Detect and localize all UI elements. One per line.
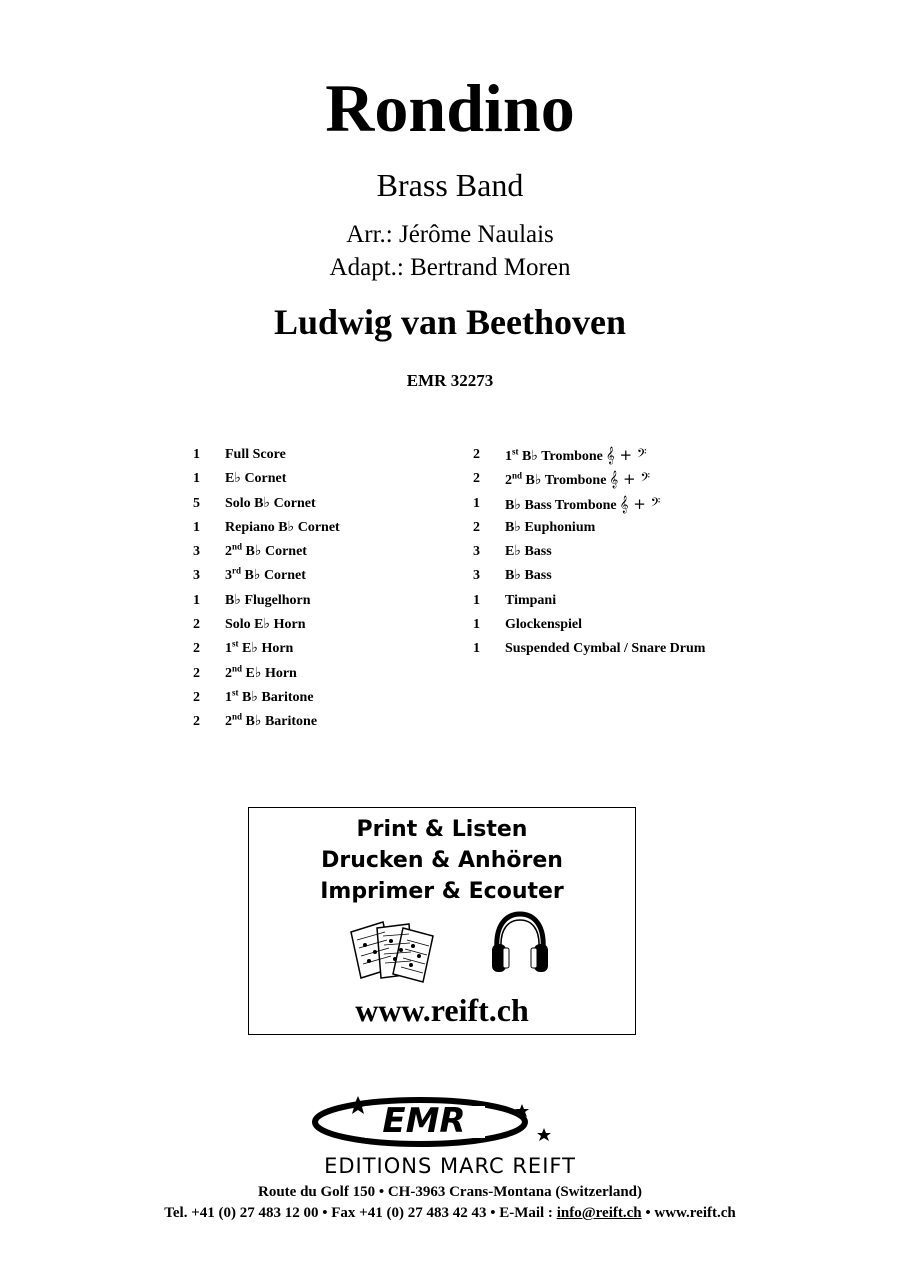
treble-bass-clef-icon: 𝄞 + 𝄢 xyxy=(619,494,661,513)
part-row xyxy=(193,616,453,640)
part-ordinal-suffix: st xyxy=(512,446,519,457)
part-quantity: 1 xyxy=(193,592,200,608)
part-label: E♭ Horn xyxy=(238,641,294,657)
part-quantity: 1 xyxy=(473,641,480,657)
part-row xyxy=(193,446,453,470)
part-name xyxy=(225,446,286,464)
part-quantity: 1 xyxy=(473,495,480,511)
publisher-name: EDITIONS MARC REIFT xyxy=(324,1154,576,1178)
emr-logo xyxy=(300,1092,560,1148)
part-name xyxy=(225,689,314,707)
part-label: B♭ Bass xyxy=(505,568,552,584)
part-ordinal-suffix: nd xyxy=(232,663,243,674)
part-name xyxy=(225,616,306,634)
part-name xyxy=(505,640,705,658)
part-row xyxy=(193,567,453,591)
part-quantity: 1 xyxy=(193,519,200,535)
part-quantity: 5 xyxy=(193,495,200,511)
part-label: Solo E♭ Horn xyxy=(225,617,306,633)
part-quantity: 3 xyxy=(473,544,480,560)
contact-website: • www.reift.ch xyxy=(641,1205,736,1221)
ensemble-subtitle: Brass Band xyxy=(376,167,524,203)
part-label: E♭ Cornet xyxy=(225,471,287,487)
part-ordinal-suffix: nd xyxy=(232,711,243,722)
part-row xyxy=(473,616,793,640)
part-quantity: 2 xyxy=(473,447,480,462)
part-quantity: 2 xyxy=(193,689,200,705)
part-name xyxy=(505,446,647,466)
part-name xyxy=(225,567,306,585)
part-ordinal: 1 xyxy=(225,641,232,657)
catalog-number: EMR 32273 xyxy=(406,371,494,390)
part-label: B♭ Cornet xyxy=(242,544,307,560)
part-label: B♭ Baritone xyxy=(238,689,314,705)
part-label: Repiano B♭ Cornet xyxy=(225,519,340,535)
part-label: B♭ Trombone xyxy=(522,473,607,489)
part-quantity: 2 xyxy=(473,471,480,487)
part-row xyxy=(193,519,453,543)
promo-line-german: Drucken & Anhören xyxy=(321,848,563,873)
part-name xyxy=(225,543,307,561)
part-name xyxy=(225,470,286,488)
part-name xyxy=(225,519,340,537)
part-name xyxy=(505,616,582,634)
part-row xyxy=(473,640,793,664)
part-label: B♭ Baritone xyxy=(242,714,318,730)
part-name xyxy=(225,592,311,610)
part-label: B♭ Flugelhorn xyxy=(225,592,311,608)
publisher-address: Route du Golf 150 • CH-3963 Crans-Montana (Switzerland) xyxy=(258,1184,642,1200)
part-label: E♭ Bass xyxy=(505,544,552,560)
part-ordinal: 3 xyxy=(225,568,232,584)
treble-bass-clef-icon: 𝄞 + 𝄢 xyxy=(605,446,647,464)
part-quantity: 1 xyxy=(473,592,480,608)
part-quantity: 2 xyxy=(193,617,200,633)
sheet-music-icon xyxy=(347,918,443,984)
print-and-listen-box xyxy=(248,807,636,1035)
parts-list-right xyxy=(473,446,793,665)
part-name xyxy=(505,543,552,561)
contact-phone-fax: Tel. +41 (0) 27 483 12 00 • Fax +41 (0) 27 483 42 43 • E-Mail : xyxy=(164,1205,557,1221)
part-label: B♭ Euphonium xyxy=(505,519,596,535)
part-quantity: 3 xyxy=(193,544,200,560)
part-row xyxy=(193,665,453,689)
part-row xyxy=(193,713,453,737)
part-row xyxy=(473,592,793,616)
part-label: Timpani xyxy=(505,592,557,608)
part-ordinal-suffix: rd xyxy=(232,565,241,576)
part-label: Suspended Cymbal / Snare Drum xyxy=(505,641,706,657)
part-ordinal-suffix: st xyxy=(232,687,239,698)
part-row xyxy=(193,592,453,616)
part-row xyxy=(193,543,453,567)
part-row xyxy=(193,470,453,494)
promo-line-french: Imprimer & Ecouter xyxy=(320,879,564,904)
part-label: B♭ Trombone xyxy=(518,449,603,464)
part-name xyxy=(505,592,556,610)
part-name xyxy=(505,519,595,537)
part-ordinal-suffix: st xyxy=(232,638,239,649)
part-label: Full Score xyxy=(225,447,286,462)
part-quantity: 2 xyxy=(193,714,200,730)
part-name xyxy=(225,713,317,731)
part-ordinal: 2 xyxy=(225,714,232,730)
treble-bass-clef-icon: 𝄞 + 𝄢 xyxy=(609,470,651,489)
part-row xyxy=(193,689,453,713)
part-label: B♭ Cornet xyxy=(241,568,306,584)
part-row xyxy=(473,519,793,543)
part-name xyxy=(225,640,293,658)
part-ordinal: 1 xyxy=(225,689,232,705)
part-name xyxy=(505,495,660,515)
part-quantity: 3 xyxy=(473,568,480,584)
part-row xyxy=(473,446,793,470)
part-quantity: 2 xyxy=(473,519,480,535)
part-quantity: 1 xyxy=(473,617,480,633)
part-row xyxy=(473,470,793,494)
part-row xyxy=(193,495,453,519)
part-row xyxy=(473,495,793,519)
part-quantity: 1 xyxy=(193,447,200,462)
part-ordinal: 2 xyxy=(225,665,232,681)
part-quantity: 1 xyxy=(193,471,200,487)
part-quantity: 2 xyxy=(193,665,200,681)
part-label: B♭ Bass Trombone xyxy=(505,497,617,513)
part-label: E♭ Horn xyxy=(242,665,297,681)
part-ordinal: 2 xyxy=(225,544,232,560)
part-name xyxy=(225,665,297,683)
svg-text:EMR: EMR xyxy=(382,1101,466,1141)
part-row xyxy=(473,543,793,567)
promo-website-link[interactable]: www.reift.ch xyxy=(355,992,529,1028)
piece-title: Rondino xyxy=(325,70,575,146)
part-ordinal: 1 xyxy=(505,449,512,464)
part-name xyxy=(505,567,552,585)
part-ordinal: 2 xyxy=(505,473,512,489)
composer-name: Ludwig van Beethoven xyxy=(273,302,627,342)
promo-line-english: Print & Listen xyxy=(356,817,528,842)
parts-list-left xyxy=(193,446,453,738)
part-quantity: 2 xyxy=(193,641,200,657)
part-label: Solo B♭ Cornet xyxy=(225,495,316,511)
part-row xyxy=(473,567,793,591)
adapter-credit: Adapt.: Bertrand Moren xyxy=(329,254,571,281)
part-name xyxy=(505,470,650,490)
headphones-icon xyxy=(489,910,551,976)
part-name xyxy=(225,495,316,513)
part-label: Glockenspiel xyxy=(505,617,583,633)
part-quantity: 3 xyxy=(193,568,200,584)
part-ordinal-suffix: nd xyxy=(232,541,243,552)
arranger-credit: Arr.: Jérôme Naulais xyxy=(346,221,554,248)
part-row xyxy=(193,640,453,664)
email-link[interactable]: info@reift.ch xyxy=(556,1205,642,1221)
part-ordinal-suffix: nd xyxy=(512,470,523,481)
publisher-contact xyxy=(0,1204,900,1222)
